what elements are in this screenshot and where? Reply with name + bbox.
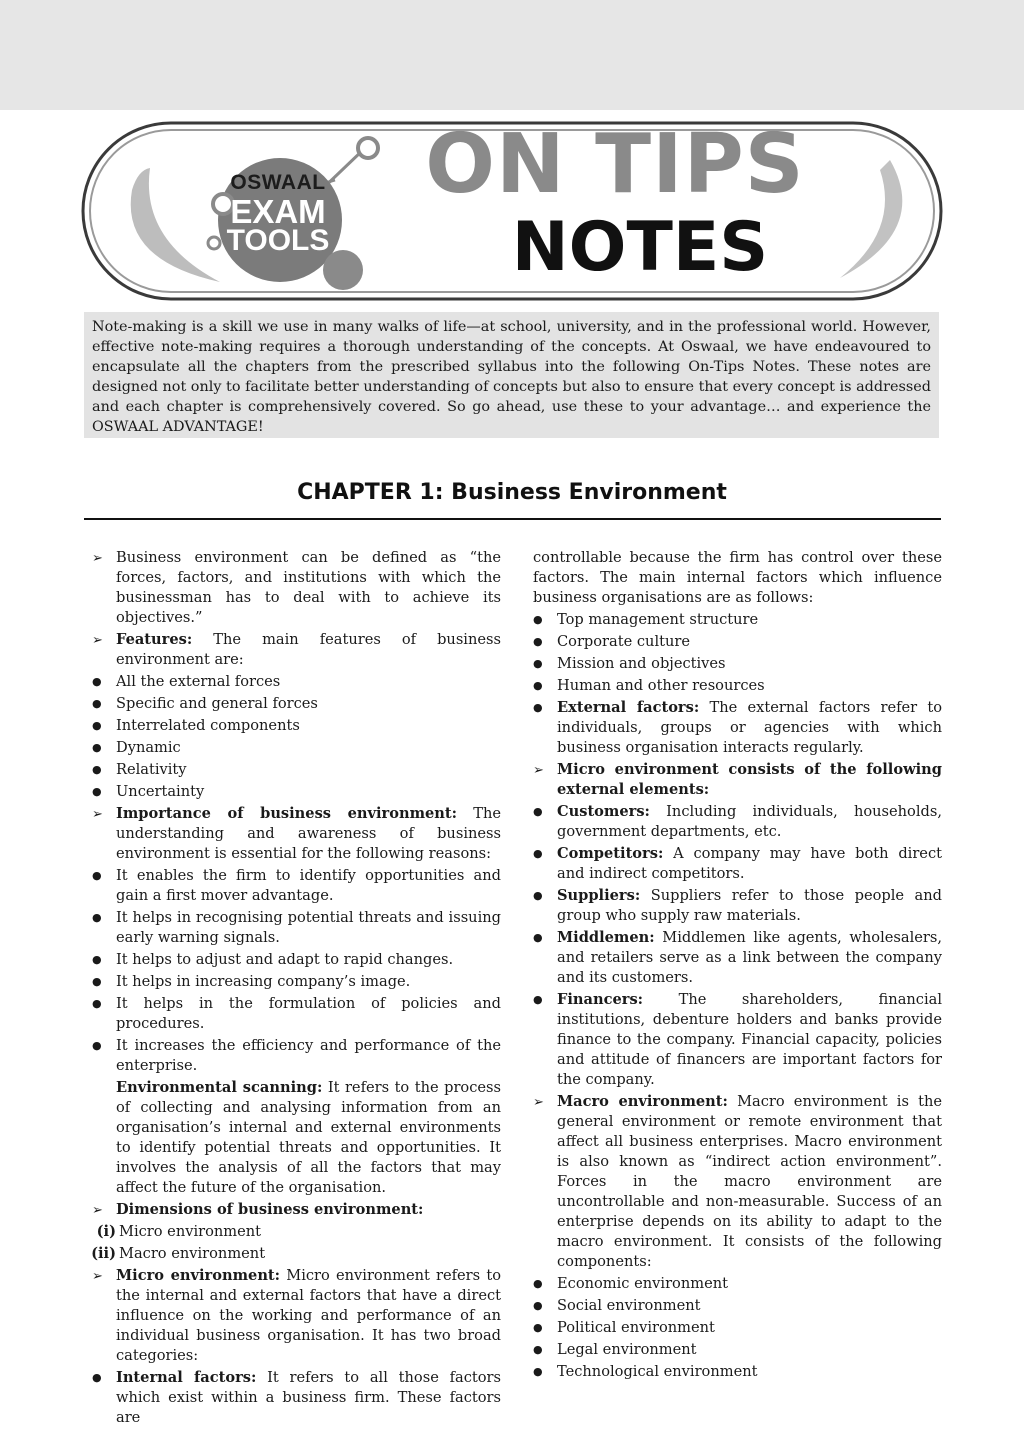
logo-line-1: OSWAAL: [230, 171, 326, 194]
arrow-bullet-icon: [533, 760, 553, 781]
item-lead-term: Customers:: [557, 803, 650, 820]
dot-bullet-icon: [533, 990, 553, 1011]
list-item: [533, 1092, 942, 1272]
list-item: [533, 928, 942, 988]
dot-bullet-icon: [92, 782, 112, 803]
list-item: [92, 716, 501, 736]
dot-bullet-icon: [533, 654, 553, 675]
list-item: [92, 782, 501, 802]
item-lead-term: Internal factors:: [116, 1369, 257, 1386]
item-text: Interrelated components: [116, 717, 300, 734]
list-item: [92, 1244, 501, 1264]
item-text: Micro environment: [119, 1223, 262, 1240]
banner-title-notes: NOTES: [511, 208, 769, 287]
dot-bullet-icon: [533, 1318, 553, 1339]
list-item: [92, 694, 501, 714]
item-text: Macro environment: [119, 1245, 266, 1262]
dot-bullet-icon: [92, 950, 112, 971]
dot-bullet-icon: [92, 738, 112, 759]
item-lead-term: Micro environment:: [116, 1267, 281, 1284]
list-item: [92, 738, 501, 758]
dot-bullet-icon: [533, 802, 553, 823]
list-item: [92, 1036, 501, 1076]
dot-bullet-icon: [533, 676, 553, 697]
intro-paragraph: Note-making is a skill we use in many walks of life—at school, university, and in the professional world. However, effective note-making requires a thorough understanding of the concepts. At Oswaal, we have endeavoured to encapsulate all the chapters from the prescribed syllabus into the following On-Tips Notes. These notes are designed not only to facilitate better understanding of concepts but also to ensure that every concept is addressed and each chapter is comprehensively covered. So go ahead, use these to your advantage… and experience the OSWAAL ADVANTAGE!: [84, 312, 939, 438]
list-item: [92, 1200, 501, 1220]
dot-bullet-icon: [92, 908, 112, 929]
item-text: The main features of business environment are:: [116, 631, 501, 668]
list-item: [92, 994, 501, 1034]
item-lead-term: Suppliers:: [557, 887, 641, 904]
item-text: It increases the efficiency and performance of the enterprise.: [116, 1037, 501, 1074]
item-text: A company may have both direct and indirect competitors.: [557, 845, 942, 882]
list-item: [533, 676, 942, 696]
dot-bullet-icon: [92, 694, 112, 715]
item-text: Including individuals, households, government departments, etc.: [557, 803, 942, 840]
item-text: Uncertainty: [116, 783, 205, 800]
list-item: [533, 1340, 942, 1360]
item-lead-term: Environmental scanning:: [116, 1079, 323, 1096]
dot-bullet-icon: [533, 1296, 553, 1317]
item-text: Social environment: [557, 1297, 701, 1314]
item-text: It refers to all those factors which exist within a business firm. These factors are: [116, 1369, 501, 1426]
arrow-bullet-icon: [92, 804, 112, 825]
chapter-title: CHAPTER 1: Business Environment: [297, 480, 727, 505]
list-item: [533, 990, 942, 1090]
dot-bullet-icon: [92, 672, 112, 693]
dot-bullet-icon: [92, 1036, 112, 1057]
list-item: [533, 610, 942, 630]
dot-bullet-icon: [533, 632, 553, 653]
list-item: [533, 1318, 942, 1338]
dot-bullet-icon: [533, 886, 553, 907]
item-text: Legal environment: [557, 1341, 697, 1358]
item-lead-term: Features:: [116, 631, 193, 648]
item-text: Business environment can be defined as “the forces, factors, and institutions with which the businessman has to deal with to achieve its objectives.”: [116, 549, 501, 626]
right-column: [533, 548, 942, 1384]
item-text: Relativity: [116, 761, 187, 778]
dot-bullet-icon: [92, 972, 112, 993]
list-item: [92, 548, 501, 628]
list-item: [533, 1296, 942, 1316]
item-text: Middlemen like agents, wholesalers, and retailers serve as a link between the company and its customers.: [557, 929, 942, 986]
list-item: [92, 630, 501, 670]
arrow-bullet-icon: [92, 1266, 112, 1287]
item-text: Dynamic: [116, 739, 181, 756]
list-number: (ii): [91, 1245, 116, 1262]
list-item: [92, 1078, 501, 1198]
item-lead-term: Middlemen:: [557, 929, 655, 946]
dot-bullet-icon: [533, 1362, 553, 1383]
list-item: [533, 632, 942, 652]
item-text: Suppliers refer to those people and group who supply raw materials.: [557, 887, 942, 924]
top-gray-band: [0, 0, 1024, 110]
item-text: It helps to adjust and adapt to rapid changes.: [116, 951, 454, 968]
item-text: Top management structure: [557, 611, 759, 628]
item-text: It helps in increasing company’s image.: [116, 973, 411, 990]
list-item: [533, 886, 942, 926]
item-text: All the external forces: [116, 673, 281, 690]
list-item: [533, 844, 942, 884]
list-item: [533, 1362, 942, 1382]
chapter-divider: [84, 518, 941, 520]
dot-bullet-icon: [533, 928, 553, 949]
list-number: (i): [96, 1223, 116, 1240]
item-text: Technological environment: [557, 1363, 758, 1380]
oswaal-logo: [200, 172, 356, 256]
list-item: [92, 1266, 501, 1366]
item-text: Economic environment: [557, 1275, 728, 1292]
item-text: Political environment: [557, 1319, 715, 1336]
dot-bullet-icon: [92, 716, 112, 737]
list-item: [92, 804, 501, 864]
item-text: It helps in the formulation of policies and procedures.: [116, 995, 501, 1032]
item-text: The understanding and awareness of business environment is essential for the following reasons:: [116, 805, 501, 862]
item-text: controllable because the firm has control over these factors. The main internal factors which influence business organisations are as follows:: [533, 549, 942, 606]
left-column: [92, 548, 501, 1430]
list-item: [92, 908, 501, 948]
item-lead-term: External factors:: [557, 699, 700, 716]
arrow-bullet-icon: [533, 1092, 553, 1113]
item-lead-term: Importance of business environment:: [116, 805, 458, 822]
dot-bullet-icon: [92, 866, 112, 887]
item-text: Corporate culture: [557, 633, 690, 650]
arrow-bullet-icon: [92, 630, 112, 651]
arrow-bullet-icon: [92, 548, 112, 569]
item-text: Mission and objectives: [557, 655, 726, 672]
dot-bullet-icon: [92, 1368, 112, 1389]
item-lead-term: Micro environment consists of the following external elements:: [557, 761, 942, 798]
item-text: Specific and general forces: [116, 695, 318, 712]
item-text: Macro environment is the general environment or remote environment that affect all business enterprises. Macro environment is also known as “indirect action environment”. Forces in the macro environment are uncontrollable and non-measurable. Success of an enterprise depends on its ability to adapt to the macro environment. It consists of the following components:: [557, 1093, 943, 1270]
list-item: [92, 866, 501, 906]
list-item: [533, 698, 942, 758]
dot-bullet-icon: [92, 760, 112, 781]
dot-bullet-icon: [533, 1340, 553, 1361]
item-lead-term: Macro environment:: [557, 1093, 728, 1110]
list-item: [92, 950, 501, 970]
list-item: [533, 802, 942, 842]
item-text: The external factors refer to individuals, groups or agencies with which business organisation interacts regularly.: [557, 699, 942, 756]
banner-title-on-tips: ON TIPS: [425, 117, 805, 212]
list-item: [92, 972, 501, 992]
list-item: [92, 1368, 501, 1428]
dot-bullet-icon: [533, 844, 553, 865]
item-text: The shareholders, financial institutions, debenture holders and banks provide finance to the company. Financial capacity, policies and attitude of financers are important factors for the company.: [557, 991, 942, 1088]
logo-line-2: EXAM: [230, 193, 326, 230]
dot-bullet-icon: [533, 698, 553, 719]
item-lead-term: Financers:: [557, 991, 644, 1008]
arrow-bullet-icon: [92, 1200, 112, 1221]
item-lead-term: Dimensions of business environment:: [116, 1201, 424, 1218]
list-item: [533, 654, 942, 674]
item-text: It enables the firm to identify opportunities and gain a first mover advantage.: [116, 867, 501, 904]
list-item: [92, 672, 501, 692]
item-text: Human and other resources: [557, 677, 765, 694]
item-lead-term: Competitors:: [557, 845, 664, 862]
list-item: [92, 1222, 501, 1242]
logo-line-3: TOOLS: [226, 224, 330, 257]
dot-bullet-icon: [533, 1274, 553, 1295]
dot-bullet-icon: [533, 610, 553, 631]
list-item: [533, 548, 942, 608]
item-text: It helps in recognising potential threats and issuing early warning signals.: [116, 909, 501, 946]
item-text: Micro environment refers to the internal and external factors that have a direct influence on the working and performance of an individual business organisation. It has two broad categories:: [116, 1267, 501, 1364]
list-item: [533, 760, 942, 800]
list-item: [92, 760, 501, 780]
list-item: [533, 1274, 942, 1294]
item-text: It refers to the process of collecting and analysing information from an organisation’s internal and external environments to identify potential threats and opportunities. It involves the analysis of all the factors that may affect the future of the organisation.: [116, 1079, 501, 1196]
dot-bullet-icon: [92, 994, 112, 1015]
